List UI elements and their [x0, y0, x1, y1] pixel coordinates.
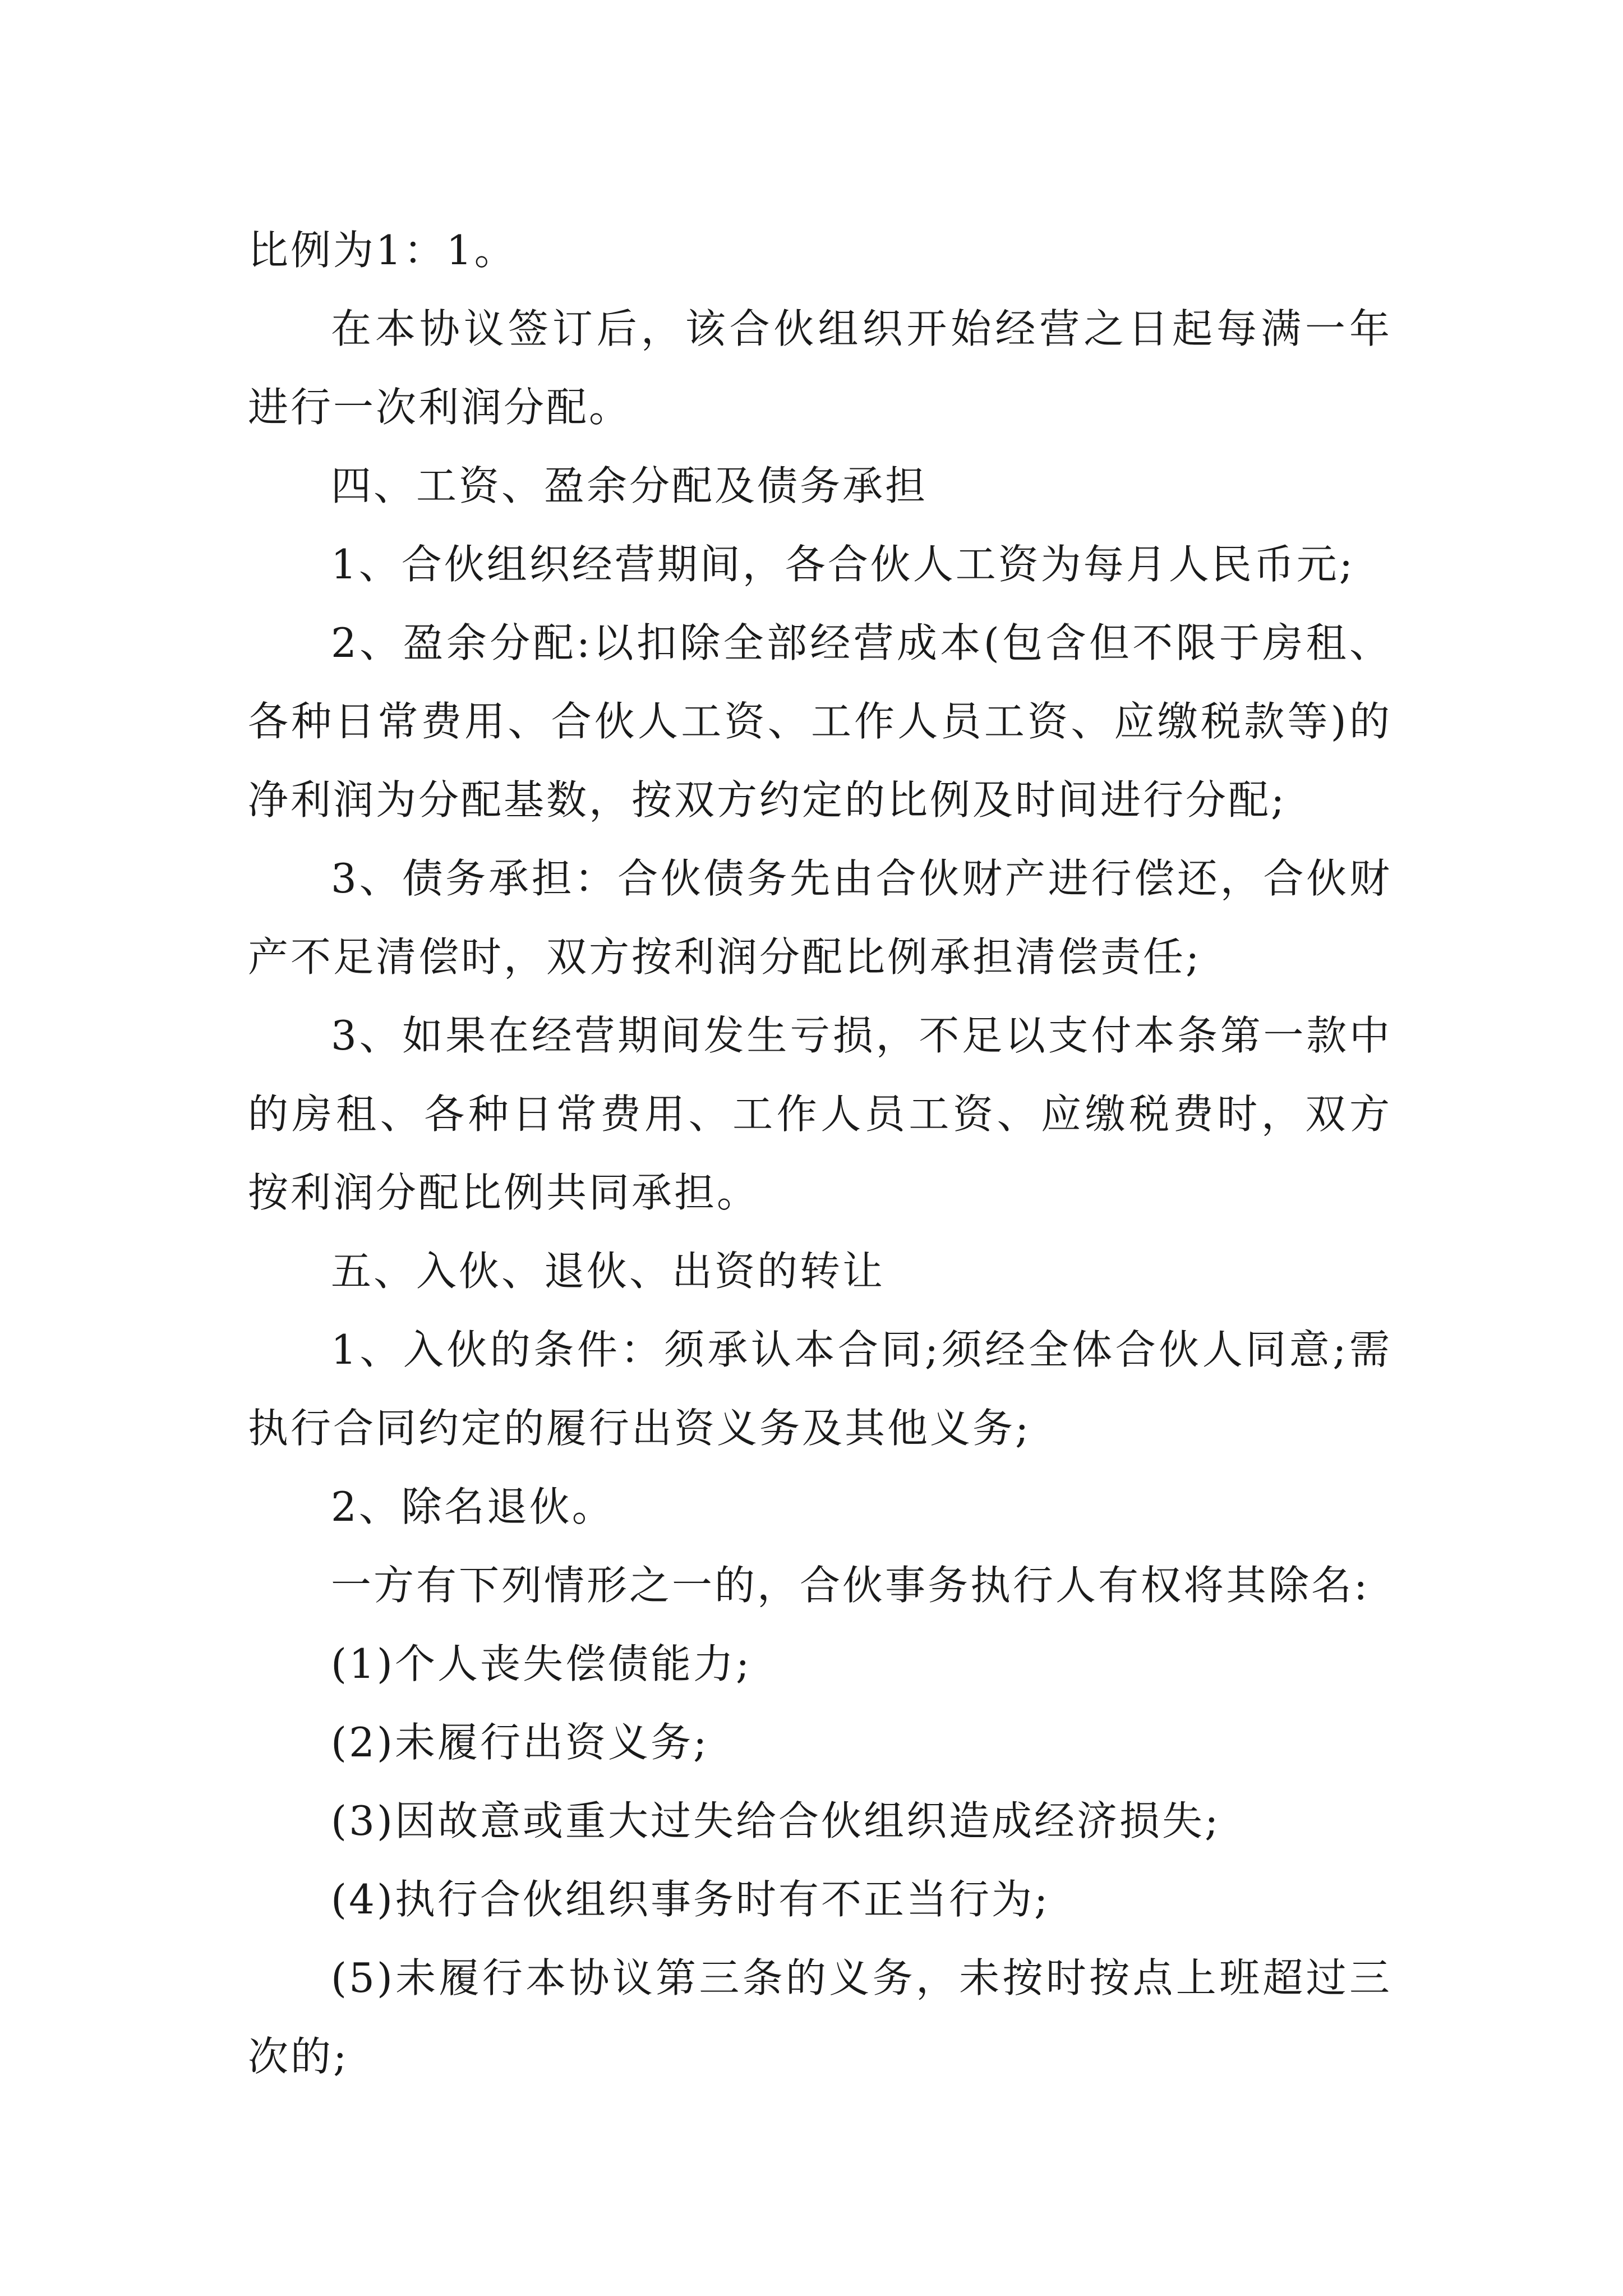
- document-body: [248, 211, 1392, 2096]
- paragraph-2: 在本协议签订后，该合伙组织开始经营之日起每满一年进行一次利润分配。: [248, 305, 1392, 431]
- paragraph-10: 2、除名退伙。: [331, 1483, 615, 1530]
- list-item-2: (2)未履行出资义务;: [331, 1719, 709, 1766]
- paragraph-5: 2、盈余分配:以扣除全部经营成本(包含但不限于房租、各种日常费用、合伙人工资、工作人员工资、应缴税款等)的净利润为分配基数，按双方约定的比例及时间进行分配;: [248, 619, 1392, 823]
- list-item-4: (4)执行合伙组织事务时有不正当行为;: [331, 1876, 1050, 1923]
- paragraph-9: 1、入伙的条件：须承认本合同;须经全体合伙人同意;需执行合同约定的履行出资义务及其他义务;: [248, 1326, 1392, 1452]
- list-item-3: (3)因故意或重大过失给合伙组织造成经济损失;: [331, 1797, 1221, 1844]
- list-item-5: (5)未履行本协议第三条的义务，未按时按点上班超过三次的;: [248, 1954, 1392, 2080]
- paragraph-7: 3、如果在经营期间发生亏损，不足以支付本条第一款中的房租、各种日常费用、工作人员工资、应缴税费时，双方按利润分配比例共同承担。: [248, 1012, 1392, 1216]
- section-heading-4: 四、工资、盈余分配及债务承担: [331, 462, 928, 509]
- paragraph-11: 一方有下列情形之一的，合伙事务执行人有权将其除名:: [331, 1562, 1370, 1609]
- paragraph-4: 1、合伙组织经营期间，各合伙人工资为每月人民币元;: [331, 541, 1355, 588]
- paragraph-6: 3、债务承担：合伙债务先由合伙财产进行偿还，合伙财产不足清偿时，双方按利润分配比例承担清偿责任;: [248, 855, 1392, 981]
- paragraph-1: 比例为1：1。: [248, 227, 517, 274]
- section-heading-5: 五、入伙、退伙、出资的转让: [331, 1248, 886, 1295]
- list-item-1: (1)个人丧失偿债能力;: [331, 1640, 752, 1687]
